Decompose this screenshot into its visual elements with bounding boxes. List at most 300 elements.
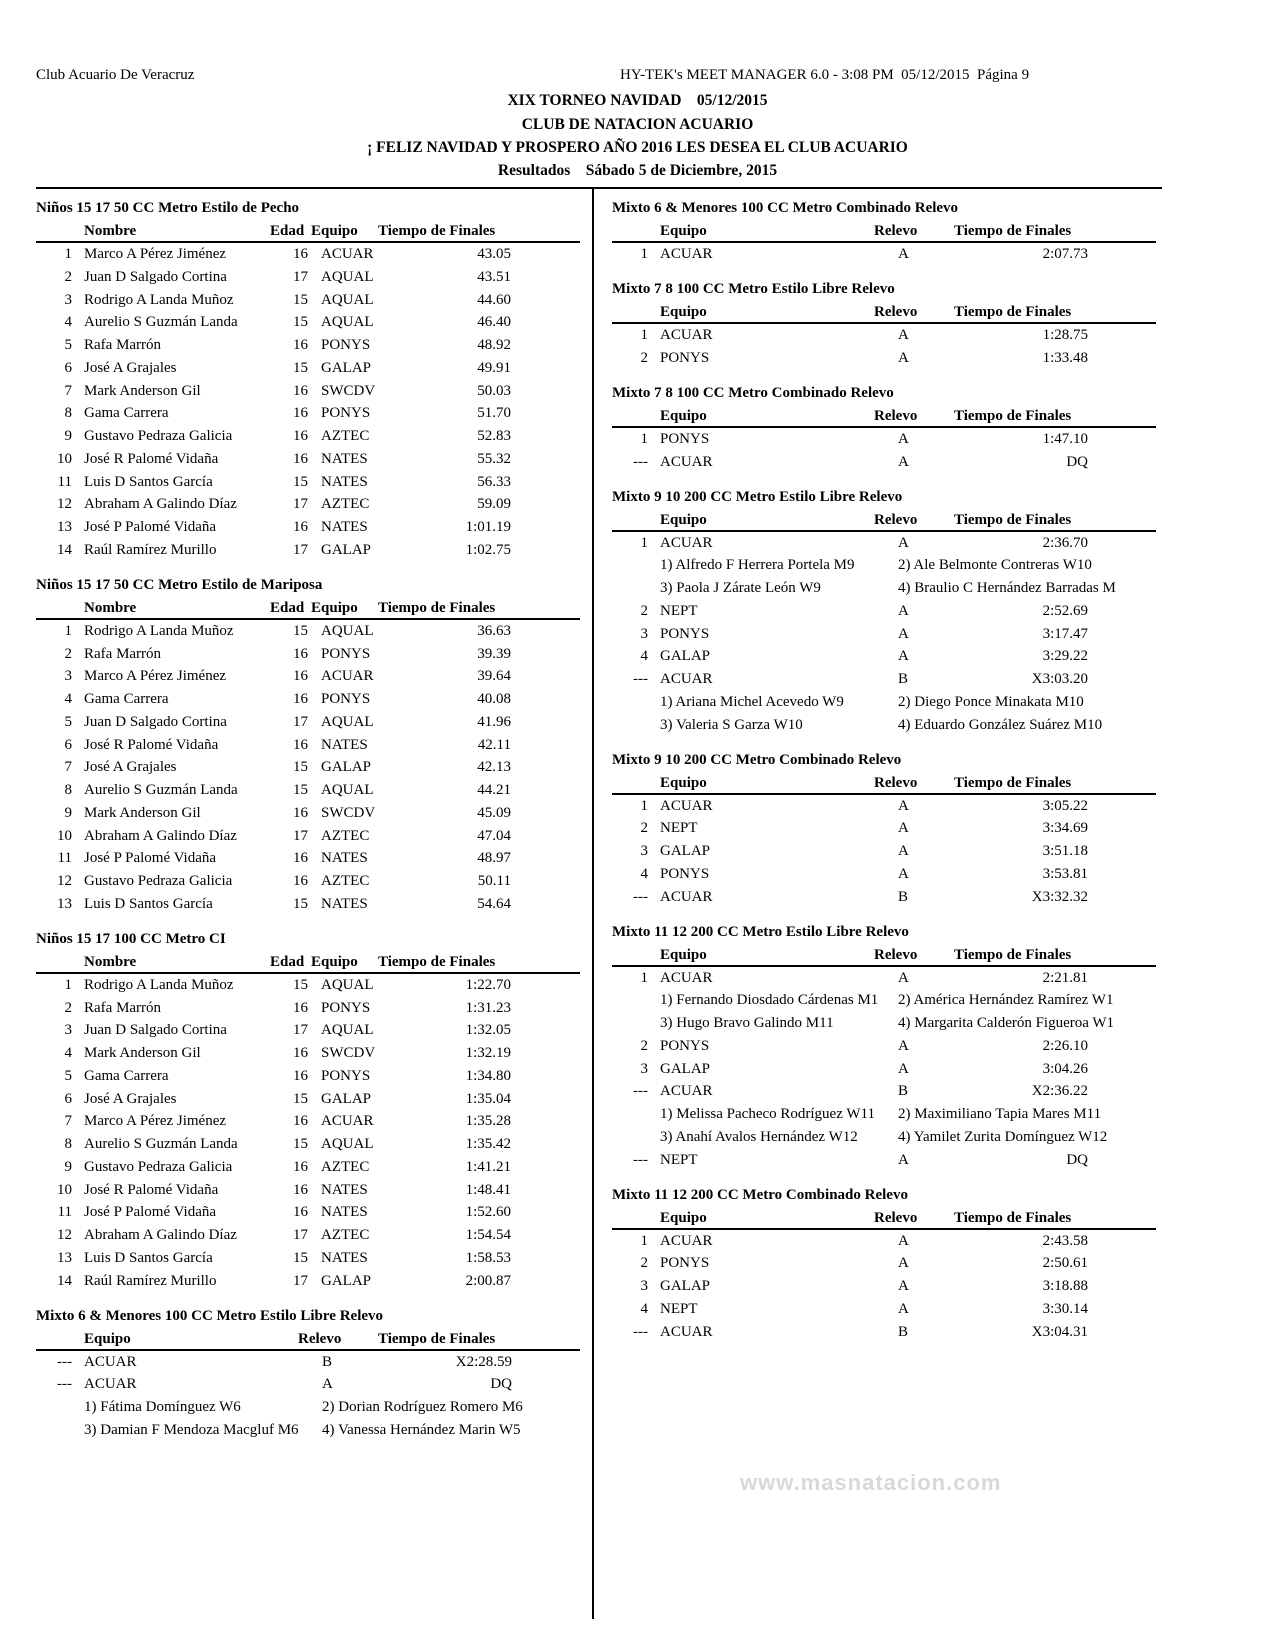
results-table-header bbox=[612, 405, 1156, 428]
final-time: 55.32 bbox=[477, 450, 511, 467]
relay-result-row bbox=[612, 967, 1156, 990]
final-time: 1:52.60 bbox=[465, 1204, 511, 1221]
relay-letter: A bbox=[898, 534, 909, 551]
age: 17 bbox=[293, 1227, 308, 1243]
place: 9 bbox=[64, 1158, 72, 1175]
relay-result-row bbox=[612, 1252, 1156, 1275]
place: 1 bbox=[640, 1232, 648, 1249]
place: 3 bbox=[64, 291, 72, 308]
age: 16 bbox=[293, 450, 308, 467]
swimmer-name: José A Grajales bbox=[84, 1090, 177, 1107]
place: 12 bbox=[57, 496, 72, 513]
final-time: 39.64 bbox=[477, 668, 511, 685]
final-time: X3:04.31 bbox=[1031, 1323, 1088, 1340]
age: 16 bbox=[293, 1204, 308, 1221]
relay-result-row bbox=[612, 532, 1156, 555]
relay-letter: A bbox=[898, 625, 909, 642]
header-edad: Edad bbox=[270, 599, 305, 616]
result-row bbox=[36, 1065, 580, 1088]
relay-letter: B bbox=[898, 671, 909, 687]
relay-letter: A bbox=[898, 246, 909, 262]
software-page-info: HY-TEK's MEET MANAGER 6.0 - 3:08 PM 05/12/2015 Página 9 bbox=[620, 67, 1030, 83]
final-time: 48.97 bbox=[477, 850, 511, 867]
swimmer-name: Juan D Salgado Cortina bbox=[84, 268, 227, 285]
place: 11 bbox=[57, 1204, 72, 1221]
relay-letter: A bbox=[322, 1376, 333, 1393]
place: 4 bbox=[64, 1045, 72, 1061]
relay-swimmer: 3) Hugo Bravo Galindo M11 bbox=[660, 1015, 834, 1031]
swimmer-name: Raúl Ramírez Murillo bbox=[84, 1272, 217, 1289]
relay-result-row bbox=[36, 1373, 580, 1396]
final-time: 1:47.10 bbox=[1042, 430, 1088, 447]
results-table-header bbox=[612, 944, 1156, 967]
age: 16 bbox=[293, 382, 308, 399]
age: 16 bbox=[293, 246, 308, 262]
swimmer-name: José R Palomé Vidaña bbox=[84, 736, 219, 753]
final-time: 1:32.19 bbox=[465, 1045, 511, 1061]
header-relevo: Relevo bbox=[874, 774, 918, 791]
final-time: DQ bbox=[1066, 1151, 1088, 1168]
swimmer-name: Gama Carrera bbox=[84, 405, 169, 422]
header-equipo: Equipo bbox=[660, 946, 707, 963]
swimmer-name: Gustavo Pedraza Galicia bbox=[84, 1158, 233, 1175]
results-table-header bbox=[612, 772, 1156, 795]
place: 4 bbox=[640, 1300, 648, 1317]
event-title: Mixto 6 & Menores 100 CC Metro Combinado Relevo bbox=[612, 200, 959, 216]
age: 16 bbox=[293, 668, 308, 685]
team: GALAP bbox=[660, 1060, 711, 1077]
results-table-header bbox=[612, 220, 1156, 243]
result-row bbox=[36, 539, 580, 562]
place: 2 bbox=[640, 602, 648, 619]
relay-swimmer: 1) Fernando Diosdado Cárdenas M1 bbox=[660, 992, 879, 1009]
final-time: 2:36.70 bbox=[1042, 534, 1088, 551]
place: --- bbox=[633, 1151, 648, 1168]
relay-result-row bbox=[612, 1230, 1156, 1253]
relay-result-row bbox=[612, 1080, 1156, 1103]
place: 3 bbox=[640, 625, 648, 642]
team: NATES bbox=[321, 1204, 368, 1221]
place: 11 bbox=[57, 473, 72, 490]
age: 15 bbox=[293, 782, 308, 798]
place: 4 bbox=[640, 865, 648, 882]
age: 16 bbox=[293, 337, 308, 353]
final-time: 1:35.04 bbox=[465, 1090, 511, 1107]
relay-letter: A bbox=[898, 1300, 909, 1317]
team: AZTEC bbox=[321, 827, 370, 844]
team: AZTEC bbox=[321, 1227, 370, 1243]
result-row bbox=[36, 425, 580, 448]
swimmer-name: Rodrigo A Landa Muñoz bbox=[84, 622, 234, 639]
relay-result-row bbox=[612, 863, 1156, 886]
swimmer-name: Rodrigo A Landa Muñoz bbox=[84, 976, 234, 993]
header-tiempo: Tiempo de Finales bbox=[954, 223, 1072, 239]
relay-result-row bbox=[612, 1321, 1156, 1344]
relay-result-row bbox=[612, 1275, 1156, 1298]
result-row bbox=[36, 847, 580, 870]
team: NATES bbox=[321, 1249, 368, 1266]
result-row bbox=[36, 493, 580, 516]
age: 15 bbox=[293, 622, 308, 639]
result-row bbox=[36, 643, 580, 666]
final-time: 59.09 bbox=[477, 496, 511, 513]
place: 9 bbox=[64, 428, 72, 444]
age: 17 bbox=[293, 1272, 308, 1289]
final-time: 1:32.05 bbox=[465, 1022, 511, 1039]
place: 13 bbox=[57, 895, 72, 912]
team: ACUAR bbox=[660, 534, 713, 551]
age: 16 bbox=[293, 873, 308, 889]
header-tiempo: Tiempo de Finales bbox=[954, 304, 1072, 320]
relay-letter: A bbox=[898, 969, 909, 986]
age: 16 bbox=[293, 645, 308, 662]
relay-swimmer: 1) Alfredo F Herrera Portela M9 bbox=[660, 557, 855, 574]
relay-result-row bbox=[36, 1351, 580, 1374]
result-row bbox=[36, 734, 580, 757]
place: 1 bbox=[64, 622, 72, 639]
age: 16 bbox=[293, 691, 308, 707]
team: ACUAR bbox=[660, 888, 713, 905]
event-title: Mixto 11 12 200 CC Metro Estilo Libre Relevo bbox=[612, 923, 909, 940]
final-time: 56.33 bbox=[477, 473, 511, 490]
relay-result-row bbox=[612, 795, 1156, 818]
final-time: 1:31.23 bbox=[465, 999, 511, 1016]
final-time: 3:51.18 bbox=[1042, 843, 1088, 859]
relay-swimmer: 1) Melissa Pacheco Rodríguez W11 bbox=[660, 1106, 875, 1122]
team: AQUAL bbox=[321, 268, 374, 285]
swimmer-name: José A Grajales bbox=[84, 359, 177, 376]
header-equipo: Equipo bbox=[660, 511, 707, 528]
place: 14 bbox=[57, 1272, 72, 1289]
swimmer-name: Rafa Marrón bbox=[84, 337, 162, 353]
age: 15 bbox=[293, 291, 308, 308]
final-time: 42.11 bbox=[477, 736, 511, 753]
relay-swimmers-row bbox=[612, 1126, 1156, 1149]
team: AQUAL bbox=[321, 976, 374, 993]
relay-swimmer: 3) Anahí Avalos Hernández W12 bbox=[660, 1128, 858, 1145]
final-time: 43.51 bbox=[477, 268, 511, 285]
result-row bbox=[36, 380, 580, 403]
result-row bbox=[36, 357, 580, 380]
final-time: 43.05 bbox=[477, 246, 511, 262]
header-tiempo: Tiempo de Finales bbox=[954, 511, 1072, 528]
team: GALAP bbox=[321, 759, 372, 776]
place: 2 bbox=[640, 820, 648, 837]
team: GALAP bbox=[321, 359, 372, 376]
relay-swimmers-row bbox=[36, 1396, 580, 1419]
team: PONYS bbox=[321, 999, 371, 1016]
place: 13 bbox=[57, 1249, 72, 1266]
relay-result-row bbox=[612, 840, 1156, 863]
age: 15 bbox=[293, 1249, 308, 1266]
place: 7 bbox=[64, 1113, 72, 1130]
swimmer-name: Gustavo Pedraza Galicia bbox=[84, 428, 233, 444]
final-time: 52.83 bbox=[477, 428, 511, 444]
swimmer-name: Marco A Pérez Jiménez bbox=[84, 668, 227, 685]
relay-result-row bbox=[612, 347, 1156, 370]
relay-swimmer: 2) América Hernández Ramírez W1 bbox=[898, 992, 1114, 1009]
team: ACUAR bbox=[321, 668, 374, 685]
relay-result-row bbox=[612, 1058, 1156, 1081]
swimmer-name: Gama Carrera bbox=[84, 1067, 169, 1084]
final-time: 3:34.69 bbox=[1042, 820, 1088, 837]
final-time: X2:36.22 bbox=[1031, 1083, 1088, 1100]
relay-result-row bbox=[612, 623, 1156, 646]
result-row bbox=[36, 1019, 580, 1042]
team: ACUAR bbox=[321, 246, 374, 262]
header-equipo: Equipo bbox=[660, 774, 707, 791]
final-time: 42.13 bbox=[477, 759, 511, 776]
relay-letter: A bbox=[898, 865, 909, 882]
place: 3 bbox=[64, 1022, 72, 1039]
result-row bbox=[36, 1224, 580, 1247]
final-time: 1:01.19 bbox=[465, 519, 511, 535]
team: PONYS bbox=[660, 625, 710, 642]
final-time: 49.91 bbox=[477, 359, 511, 376]
place: --- bbox=[633, 1083, 648, 1100]
results-table-header bbox=[36, 220, 580, 243]
team: AZTEC bbox=[321, 428, 370, 444]
place: --- bbox=[633, 453, 648, 470]
final-time: 44.60 bbox=[477, 291, 511, 308]
results-table-header bbox=[612, 509, 1156, 532]
place: 4 bbox=[64, 314, 72, 331]
header-tiempo: Tiempo de Finales bbox=[378, 953, 496, 970]
relay-result-row bbox=[612, 886, 1156, 909]
header-equipo: Equipo bbox=[311, 223, 358, 239]
final-time: 3:29.22 bbox=[1042, 648, 1088, 665]
team: AQUAL bbox=[321, 622, 374, 639]
meet-title: XIX TORNEO NAVIDAD 05/12/2015 bbox=[507, 92, 768, 109]
event-title: Mixto 6 & Menores 100 CC Metro Estilo Libre Relevo bbox=[36, 1307, 384, 1324]
place: 14 bbox=[57, 541, 72, 558]
result-row bbox=[36, 665, 580, 688]
age: 17 bbox=[293, 1022, 308, 1039]
relay-swimmer: 4) Margarita Calderón Figueroa W1 bbox=[898, 1015, 1115, 1031]
final-time: 48.92 bbox=[477, 337, 511, 353]
event-title: Niños 15 17 50 CC Metro Estilo de Pecho bbox=[36, 200, 300, 216]
result-row bbox=[36, 471, 580, 494]
result-row bbox=[36, 620, 580, 643]
relay-swimmer: 2) Dorian Rodríguez Romero M6 bbox=[322, 1399, 523, 1415]
final-time: 1:35.28 bbox=[465, 1113, 511, 1130]
place: 9 bbox=[64, 804, 72, 821]
relay-letter: A bbox=[898, 349, 909, 366]
host-club: CLUB DE NATACION ACUARIO bbox=[521, 116, 754, 133]
age: 15 bbox=[293, 1090, 308, 1107]
relay-letter: A bbox=[898, 1255, 909, 1272]
relay-letter: A bbox=[898, 797, 909, 814]
team: NEPT bbox=[660, 1151, 698, 1168]
relay-letter: B bbox=[898, 1083, 909, 1100]
final-time: 50.11 bbox=[477, 873, 511, 889]
header-equipo: Equipo bbox=[660, 304, 707, 320]
final-time: 1:33.48 bbox=[1042, 349, 1088, 366]
header-equipo: Equipo bbox=[660, 223, 707, 239]
results-date: Resultados Sábado 5 de Diciembre, 2015 bbox=[497, 162, 778, 179]
final-time: 2:52.69 bbox=[1042, 602, 1088, 619]
team: AQUAL bbox=[321, 1136, 374, 1152]
place: --- bbox=[633, 1323, 648, 1340]
team: AQUAL bbox=[321, 713, 374, 730]
team: AZTEC bbox=[321, 496, 370, 513]
result-row bbox=[36, 334, 580, 357]
results-table-header bbox=[612, 1207, 1156, 1230]
age: 17 bbox=[293, 541, 308, 558]
final-time: 3:05.22 bbox=[1042, 797, 1088, 814]
club-name: Club Acuario De Veracruz bbox=[36, 67, 195, 83]
swimmer-name: José P Palomé Vidaña bbox=[84, 1204, 217, 1221]
result-row bbox=[36, 289, 580, 312]
swimmer-name: Luis D Santos García bbox=[84, 473, 213, 490]
column-divider bbox=[592, 189, 594, 1619]
swimmer-name: Rafa Marrón bbox=[84, 645, 162, 662]
final-time: 2:26.10 bbox=[1042, 1037, 1088, 1054]
team: GALAP bbox=[321, 1272, 372, 1289]
header-equipo: Equipo bbox=[660, 1209, 707, 1226]
relay-letter: B bbox=[898, 888, 909, 905]
result-row bbox=[36, 1247, 580, 1270]
relay-result-row bbox=[612, 645, 1156, 668]
relay-result-row bbox=[612, 324, 1156, 347]
result-row bbox=[36, 711, 580, 734]
result-row bbox=[36, 1110, 580, 1133]
age: 17 bbox=[293, 827, 308, 844]
relay-letter: A bbox=[898, 327, 909, 343]
place: 12 bbox=[57, 873, 72, 889]
header-rule bbox=[36, 187, 1162, 189]
relay-letter: A bbox=[898, 430, 909, 447]
watermark: www.masnatacion.com bbox=[740, 1470, 1002, 1495]
swimmer-name: Juan D Salgado Cortina bbox=[84, 713, 227, 730]
swimmer-name: Gustavo Pedraza Galicia bbox=[84, 873, 233, 889]
team: PONYS bbox=[660, 430, 710, 447]
age: 16 bbox=[293, 736, 308, 753]
swimmer-name: Aurelio S Guzmán Landa bbox=[84, 782, 238, 798]
age: 15 bbox=[293, 759, 308, 776]
swimmer-name: José R Palomé Vidaña bbox=[84, 450, 219, 467]
event-title: Mixto 7 8 100 CC Metro Estilo Libre Relevo bbox=[612, 281, 895, 297]
team: ACUAR bbox=[660, 327, 713, 343]
final-time: 3:18.88 bbox=[1042, 1278, 1088, 1294]
final-time: 3:17.47 bbox=[1042, 625, 1088, 642]
age: 15 bbox=[293, 473, 308, 490]
place: 5 bbox=[64, 713, 72, 730]
results-table-header bbox=[36, 951, 580, 974]
place: 5 bbox=[64, 337, 72, 353]
swimmer-name: José P Palomé Vidaña bbox=[84, 519, 217, 535]
team: AZTEC bbox=[321, 873, 370, 889]
team: ACUAR bbox=[660, 1232, 713, 1249]
swimmer-name: Luis D Santos García bbox=[84, 895, 213, 912]
team: PONYS bbox=[660, 1037, 710, 1054]
header-relevo: Relevo bbox=[298, 1330, 342, 1347]
age: 16 bbox=[293, 428, 308, 444]
relay-result-row bbox=[612, 1035, 1156, 1058]
age: 16 bbox=[293, 405, 308, 422]
final-time: 2:50.61 bbox=[1042, 1255, 1088, 1272]
final-time: X3:03.20 bbox=[1031, 671, 1088, 687]
result-row bbox=[36, 688, 580, 711]
final-time: 1:28.75 bbox=[1042, 327, 1088, 343]
team: PONYS bbox=[660, 349, 710, 366]
place: 2 bbox=[64, 645, 72, 662]
header-relevo: Relevo bbox=[874, 946, 918, 963]
team: PONYS bbox=[321, 691, 371, 707]
team: GALAP bbox=[660, 1278, 711, 1294]
final-time: 3:53.81 bbox=[1042, 865, 1088, 882]
relay-result-row bbox=[612, 668, 1156, 691]
place: 1 bbox=[640, 246, 648, 262]
team: GALAP bbox=[321, 1090, 372, 1107]
team: ACUAR bbox=[660, 1083, 713, 1100]
swimmer-name: José A Grajales bbox=[84, 759, 177, 776]
place: 3 bbox=[640, 1060, 648, 1077]
relay-letter: A bbox=[898, 1037, 909, 1054]
place: 2 bbox=[640, 1255, 648, 1272]
header-edad: Edad bbox=[270, 953, 305, 970]
relay-swimmer: 2) Maximiliano Tapia Mares M11 bbox=[898, 1106, 1102, 1122]
place: 6 bbox=[64, 1090, 72, 1107]
final-time: 1:41.21 bbox=[465, 1158, 511, 1175]
left-column bbox=[36, 196, 580, 1453]
relay-swimmers-row bbox=[612, 1012, 1156, 1035]
place: 8 bbox=[64, 1136, 72, 1152]
team: NATES bbox=[321, 450, 368, 467]
swimmer-name: Mark Anderson Gil bbox=[84, 1045, 201, 1061]
age: 16 bbox=[293, 1113, 308, 1130]
age: 17 bbox=[293, 496, 308, 513]
final-time: 47.04 bbox=[477, 827, 511, 844]
team: PONYS bbox=[321, 337, 371, 353]
place: 1 bbox=[640, 430, 648, 447]
age: 17 bbox=[293, 268, 308, 285]
final-time: 2:00.87 bbox=[465, 1272, 511, 1289]
final-time: 36.63 bbox=[477, 622, 511, 639]
team: SWCDV bbox=[321, 382, 376, 399]
relay-letter: A bbox=[898, 820, 909, 837]
place: 13 bbox=[57, 519, 72, 535]
age: 17 bbox=[293, 713, 308, 730]
team: NATES bbox=[321, 736, 368, 753]
results-table-header bbox=[36, 1328, 580, 1351]
age: 15 bbox=[293, 976, 308, 993]
relay-swimmers-row bbox=[612, 1103, 1156, 1126]
team: PONYS bbox=[321, 645, 371, 662]
place: --- bbox=[57, 1353, 72, 1370]
relay-letter: A bbox=[898, 1060, 909, 1077]
relay-swimmers-row bbox=[612, 691, 1156, 714]
swimmer-name: Rafa Marrón bbox=[84, 999, 162, 1016]
final-time: 3:04.26 bbox=[1042, 1060, 1088, 1077]
final-time: 1:02.75 bbox=[465, 541, 511, 558]
header-equipo: Equipo bbox=[660, 407, 707, 424]
result-row bbox=[36, 997, 580, 1020]
result-row bbox=[36, 266, 580, 289]
team: GALAP bbox=[660, 648, 711, 665]
team: NATES bbox=[321, 473, 368, 490]
place: --- bbox=[57, 1376, 72, 1393]
place: 8 bbox=[64, 782, 72, 798]
age: 16 bbox=[293, 1045, 308, 1061]
final-time: 2:07.73 bbox=[1042, 246, 1088, 262]
team: NATES bbox=[321, 895, 368, 912]
age: 16 bbox=[293, 519, 308, 535]
relay-swimmer: 2) Ale Belmonte Contreras W10 bbox=[898, 557, 1092, 574]
team: ACUAR bbox=[660, 453, 713, 470]
relay-letter: A bbox=[898, 648, 909, 665]
place: 1 bbox=[640, 534, 648, 551]
